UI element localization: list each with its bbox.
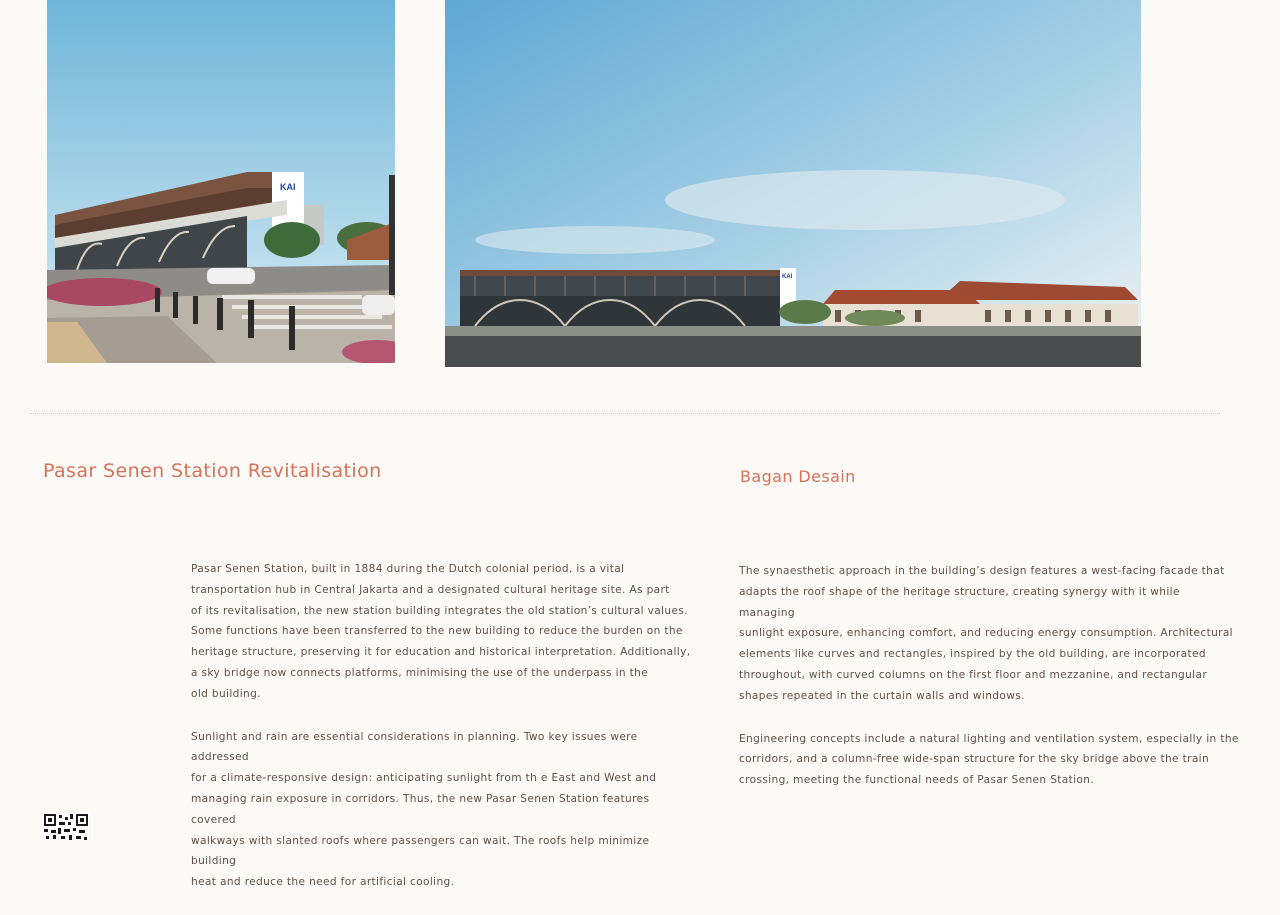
text-line: Some functions have been transferred to the new building to reduce the burden on the — [191, 625, 683, 638]
text-line: throughout, with curved columns on the first floor and mezzanine, and rectangular — [739, 668, 1208, 681]
side-paragraph-1 — [739, 561, 1239, 707]
station-perspective-render — [47, 0, 395, 363]
text-line: of its revitalisation, the new station building integrates the old station’s cultural values. — [191, 604, 688, 617]
main-paragraph-1 — [191, 559, 691, 705]
text-line: shapes repeated in the curtain walls and windows. — [739, 689, 1025, 702]
text-line: for a climate-responsive design: anticipating sunlight from th e East and West and — [191, 772, 657, 785]
main-body — [191, 559, 691, 915]
text-line: managing rain exposure in corridors. Thus, the new Pasar Senen Station features covered — [191, 792, 650, 826]
kai-logo: KAI — [280, 182, 296, 192]
side-body — [739, 561, 1239, 813]
text-line: The synaesthetic approach in the building’s design features a west-facing facade that — [739, 565, 1225, 577]
text-line: Engineering concepts include a natural lighting and ventilation system, especially in the — [739, 732, 1239, 745]
side-paragraph-2 — [739, 729, 1239, 791]
text-line: transportation hub in Central Jakarta and a designated cultural heritage site. As part — [191, 583, 670, 596]
main-heading: Pasar Senen Station Revitalisation — [43, 460, 382, 482]
station-panorama-render — [445, 0, 1141, 367]
text-line: Pasar Senen Station, built in 1884 during the Dutch colonial period, is a vital — [191, 563, 625, 575]
text-line: crossing, meeting the functional needs of Pasar Senen Station. — [739, 774, 1095, 787]
text-line: heritage structure, preserving it for education and historical interpretation. Additionally, — [191, 646, 691, 659]
kai-logo: KAI — [782, 274, 793, 280]
text-line: corridors, and a column-free wide-span structure for the sky bridge above the train — [739, 753, 1210, 766]
text-line: a sky bridge now connects platforms, minimising the use of the underpass in the — [191, 666, 649, 679]
text-line: adapts the roof shape of the heritage structure, creating synergy with it while managing — [739, 585, 1180, 619]
text-line: elements like curves and rectangles, inspired by the old building, are incorporated — [739, 648, 1206, 661]
side-heading: Bagan Desain — [740, 467, 856, 486]
qr-code-icon — [43, 813, 89, 840]
text-line: sunlight exposure, enhancing comfort, and reducing energy consumption. Architectural — [739, 627, 1233, 640]
text-line: heat and reduce the need for artificial cooling. — [191, 876, 455, 889]
main-paragraph-2 — [191, 727, 691, 893]
text-line: walkways with slanted roofs where passengers can wait. The roofs help minimize building — [191, 834, 650, 868]
fold-divider — [30, 413, 1220, 414]
text-line: old building. — [191, 687, 261, 700]
text-line: Sunlight and rain are essential considerations in planning. Two key issues were addressed — [191, 730, 638, 764]
